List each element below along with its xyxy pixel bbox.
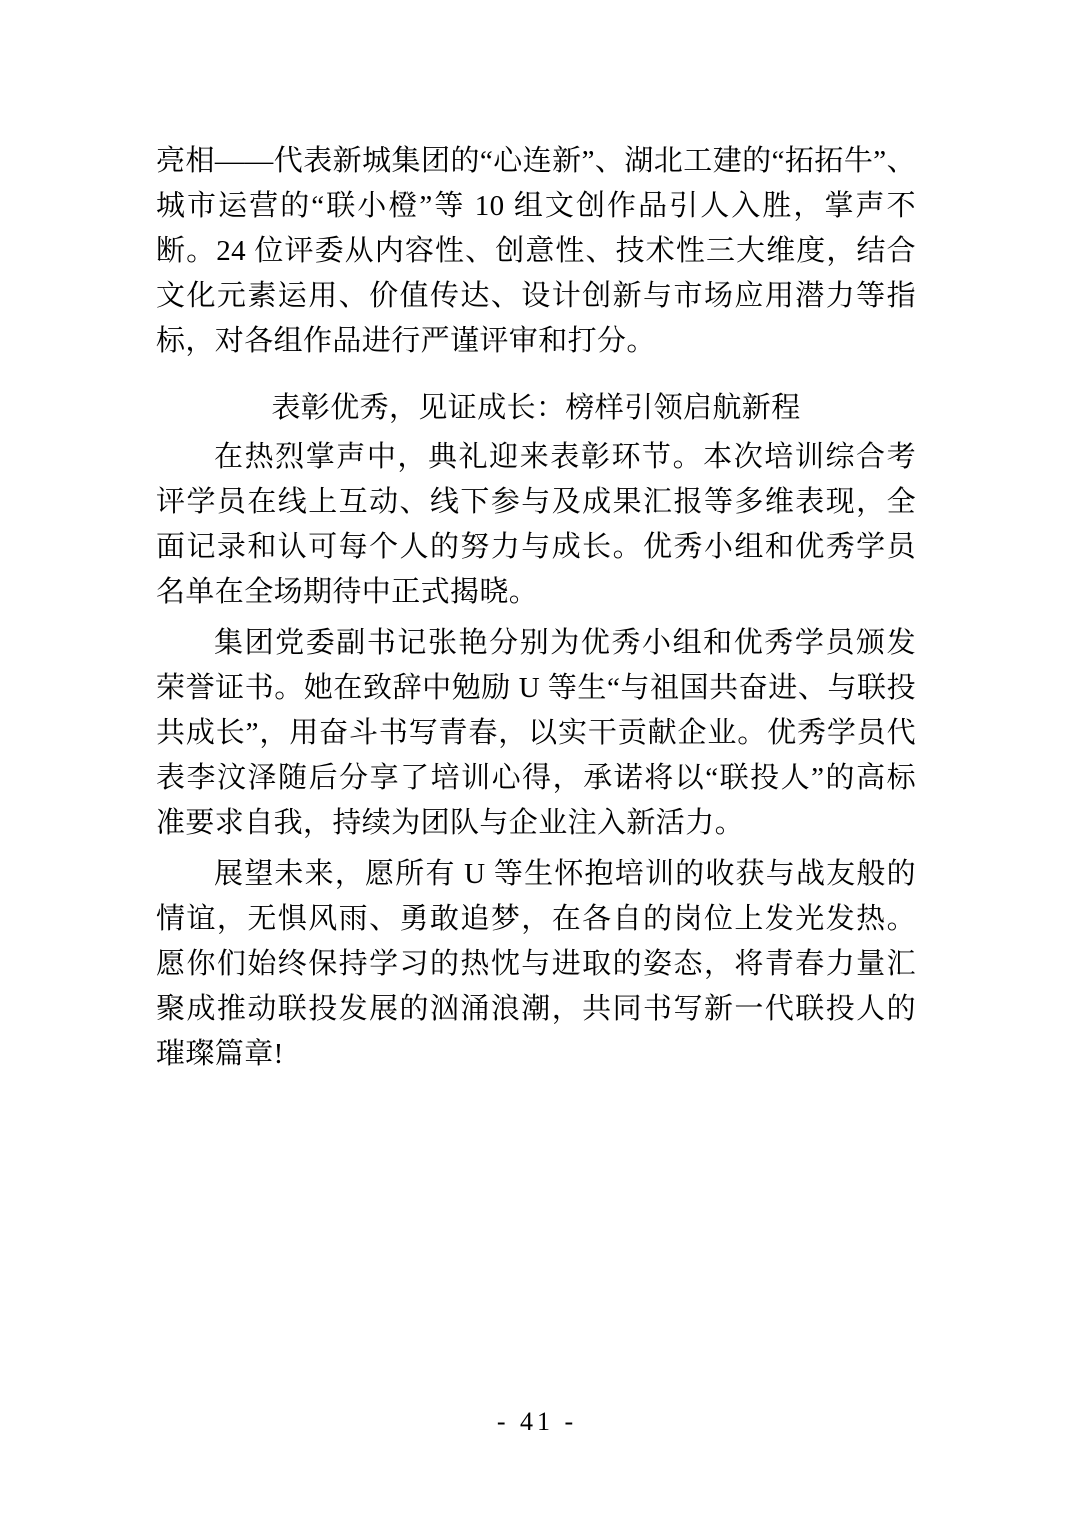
paragraph-certificates: 集团党委副书记张艳分别为优秀小组和优秀学员颁发荣誉证书。她在致辞中勉励 U 等生“与祖国共奋进、与联投共成长”，用奋斗书写青春，以实干贡献企业。优秀学员代表李汶泽随后分享了培训心得，承诺将以“联投人”的高标准要求自我，持续为团队与企业注入新活力。	[156, 627, 916, 839]
paragraph-continuation: 亮相——代表新城集团的“心连新”、湖北工建的“拓拓牛”、城市运营的“联小橙”等 10 组文创作品引人入胜，掌声不断。24 位评委从内容性、创意性、技术性三大维度，结合文化元素运用、价值传达、设计创新与市场应用潜力等指标，对各组作品进行严谨评审和打分。	[156, 145, 916, 357]
document-body	[156, 139, 916, 1083]
section-heading: 表彰优秀，见证成长：榜样引领启航新程	[271, 392, 801, 424]
page-number: - 41 -	[496, 1407, 578, 1436]
paragraph-awards-intro: 在热烈掌声中，典礼迎来表彰环节。本次培训综合考评学员在线上互动、线下参与及成果汇报等多维表现，全面记录和认可每个人的努力与成长。优秀小组和优秀学员名单在全场期待中正式揭晓。	[156, 441, 916, 608]
paragraph-outlook: 展望未来，愿所有 U 等生怀抱培训的收获与战友般的情谊，无惧风雨、勇敢追梦，在各自的岗位上发光发热。愿你们始终保持学习的热忱与进取的姿态，将青春力量汇聚成推动联投发展的汹涌浪潮，共同书写新一代联投人的璀璨篇章!	[156, 858, 916, 1070]
